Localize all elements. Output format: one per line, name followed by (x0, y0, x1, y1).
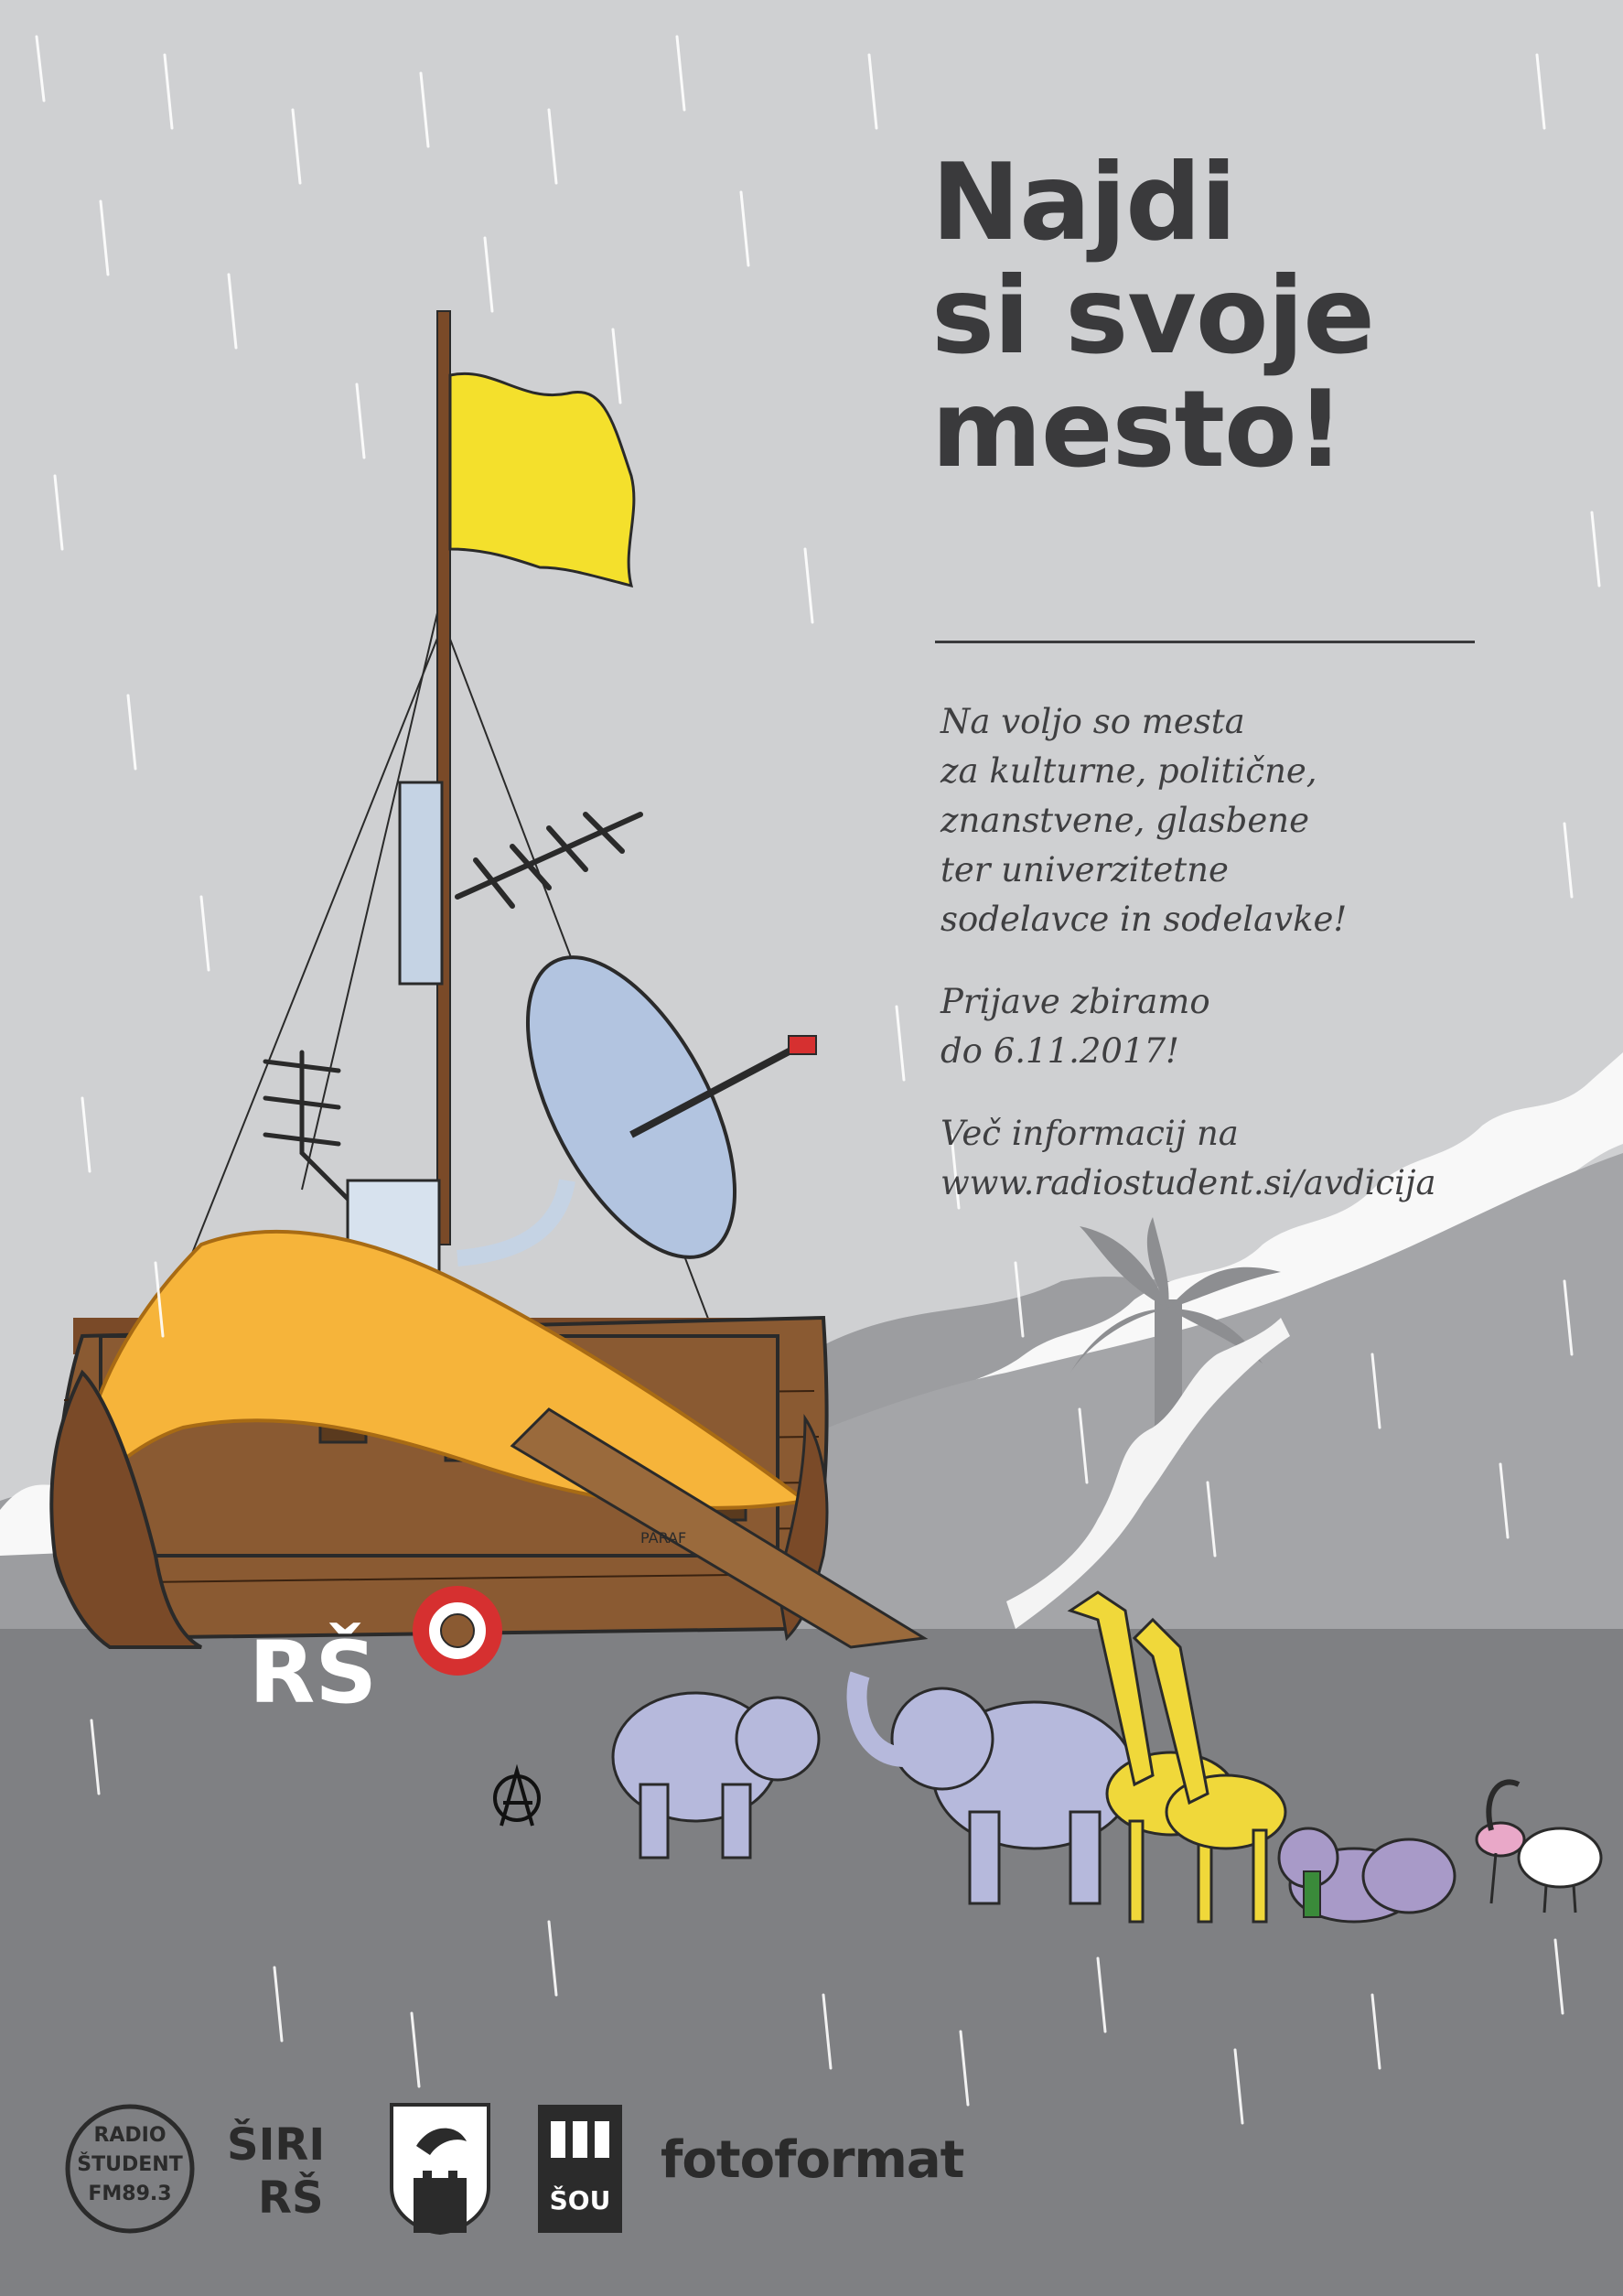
headline-line-1: Najdi (931, 141, 1236, 264)
sou-logo (538, 2105, 622, 2233)
antenna-box (400, 782, 442, 984)
paragraph-positions (940, 697, 1581, 944)
fotoformat-logo: fotoformat (661, 2130, 964, 2190)
ljubljana-coat-of-arms (392, 2105, 489, 2233)
radio-student-line-3: FM89.3 (88, 2183, 172, 2205)
tv-antenna (457, 814, 640, 906)
bottle (1304, 1871, 1320, 1917)
siri-rs-line-2: RŠ (258, 2172, 324, 2224)
siri-rs-logo (227, 2118, 325, 2224)
flag (450, 373, 634, 586)
radio-student-logo (68, 2107, 192, 2231)
paragraph-more-info (940, 1109, 1581, 1208)
paragraph-line: do 6.11.2017! (940, 1031, 1179, 1071)
radio-student-line-2: ŠTUDENT (77, 2153, 183, 2176)
paragraph-line: ter univerzitetne (940, 850, 1229, 889)
paragraph-line: znanstvene, glasbene (940, 801, 1309, 840)
headline (931, 141, 1374, 491)
divider (935, 641, 1475, 643)
sou-label: ŠOU (549, 2185, 611, 2215)
body-text (940, 697, 1581, 1241)
headline-line-2: si svoje (931, 254, 1374, 378)
siri-rs-line-1: ŠIRI (227, 2119, 326, 2171)
yagi-antenna (265, 1052, 357, 1208)
paragraph-line: sodelavce in sodelavke! (940, 900, 1348, 939)
mast (437, 311, 450, 1245)
paragraph-line: Na voljo so mesta (940, 702, 1245, 741)
info-url[interactable]: www.radiostudent.si/avdicija (940, 1163, 1436, 1202)
paragraph-deadline (940, 977, 1581, 1076)
headline-line-3: mesto! (931, 368, 1344, 491)
boat-label: RŠ (249, 1623, 378, 1723)
paragraph-line: za kulturne, politične, (940, 751, 1317, 791)
radio-student-line-1: RADIO (93, 2124, 167, 2147)
paragraph-line: Prijave zbiramo (940, 982, 1210, 1021)
satellite-dish (457, 925, 816, 1289)
paragraph-line: Več informacij na (940, 1114, 1239, 1153)
artist-signature: PARAF (640, 1529, 687, 1547)
